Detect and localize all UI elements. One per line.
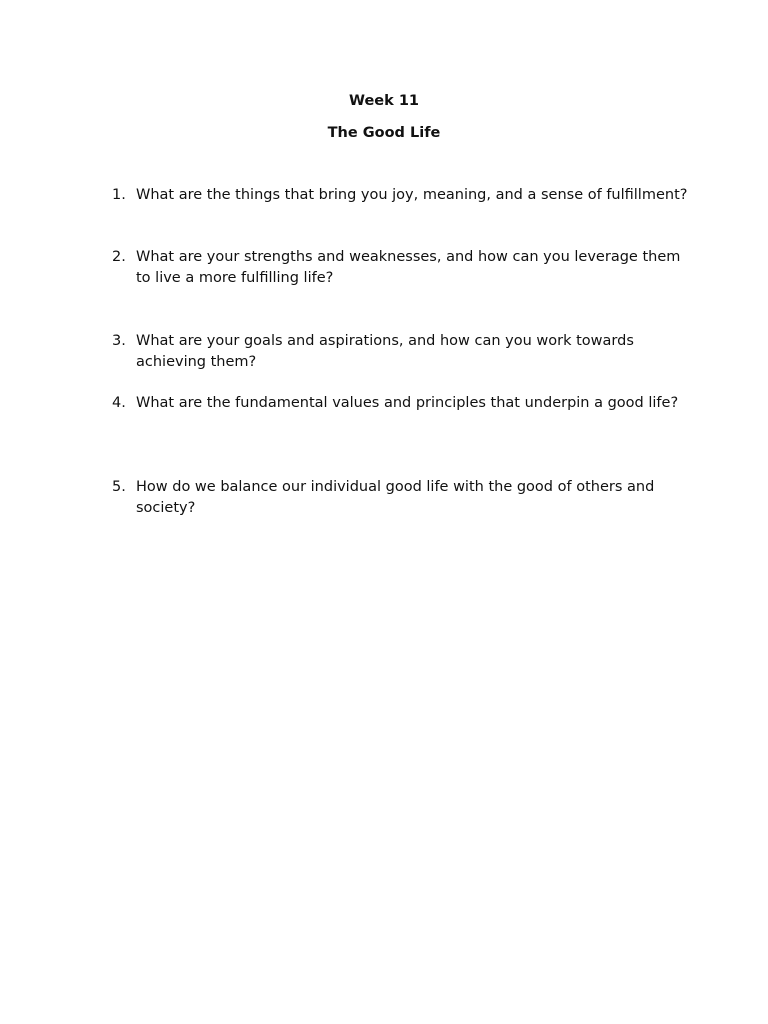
week-heading: Week 11 [348, 93, 419, 109]
question-text: What are the things that bring you joy, meaning, and a sense of fulfillment? [136, 187, 688, 203]
question-number: 4. [112, 395, 126, 411]
question-number: 1. [112, 187, 126, 203]
question-number: 3. [112, 333, 126, 349]
question-text: How do we balance our individual good life with the good of others and society? [136, 479, 655, 516]
question-text: What are your goals and aspirations, and how can you work towards achieving them? [136, 333, 634, 370]
document-title: The Good Life [327, 125, 441, 141]
question-number: 5. [112, 479, 126, 495]
question-text: What are your strengths and weaknesses, and how can you leverage them to live a more fulfilling life? [136, 249, 681, 286]
question-number: 2. [112, 249, 126, 265]
question-text: What are the fundamental values and principles that underpin a good life? [136, 395, 679, 411]
